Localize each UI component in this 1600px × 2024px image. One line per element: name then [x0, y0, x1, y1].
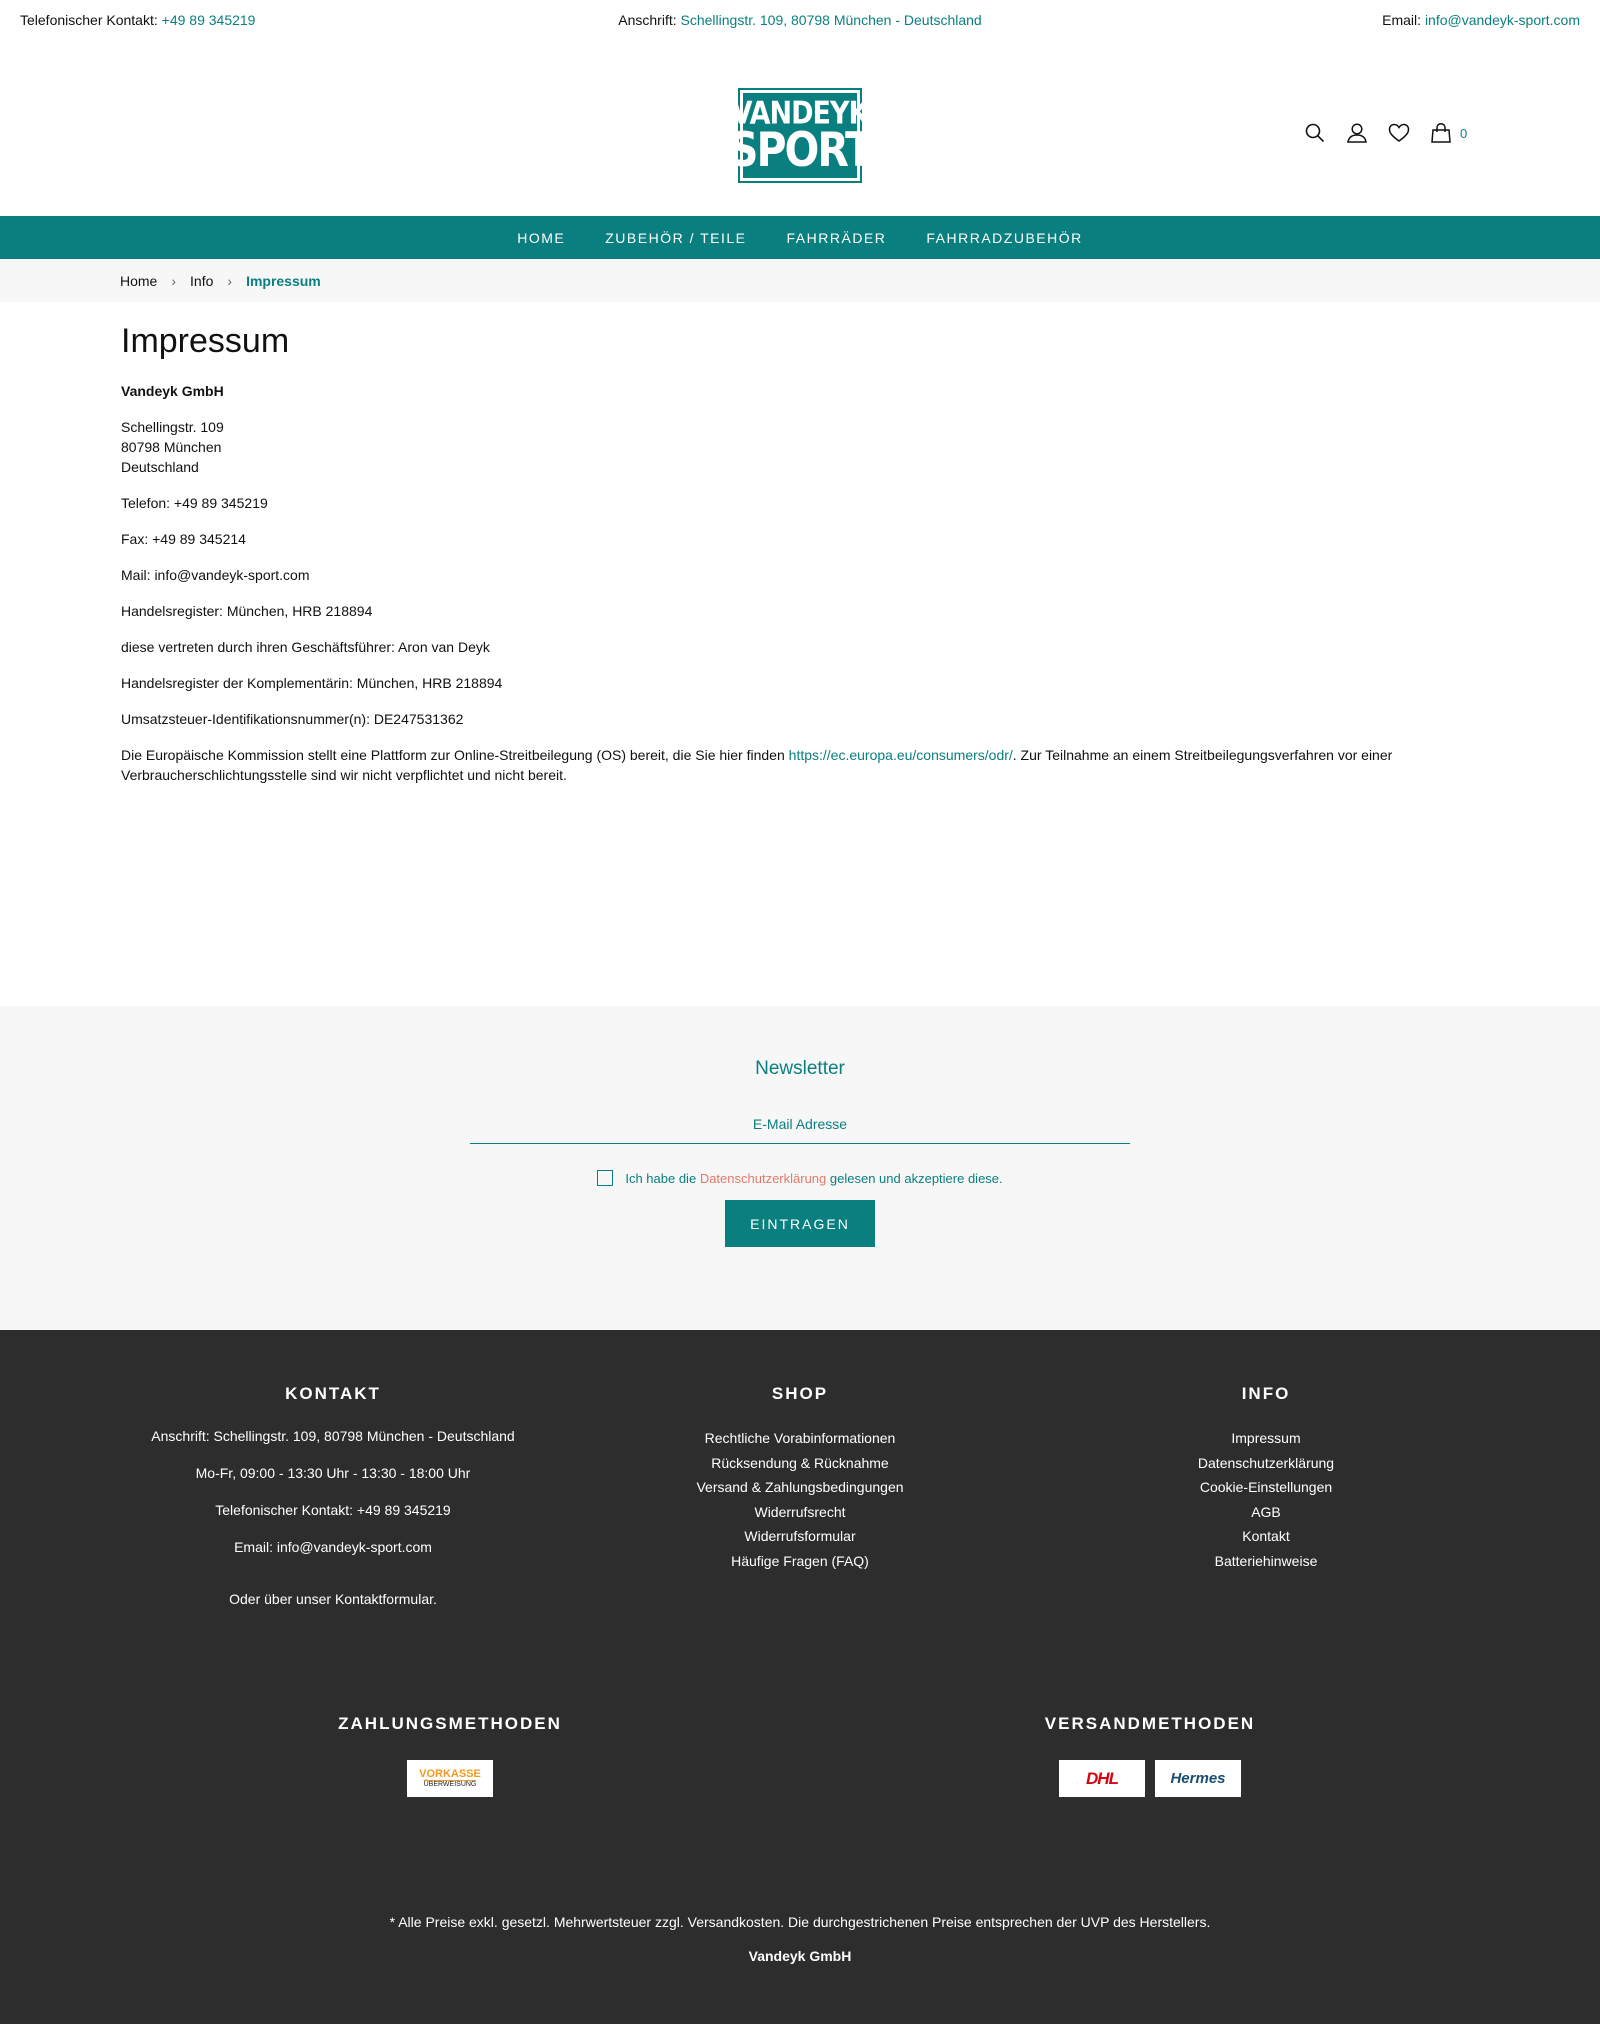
logo-line-1: VANDEYK [731, 95, 869, 132]
footer-hours: Mo-Fr, 09:00 - 13:30 Uhr - 13:30 - 18:00 Uhr [195, 1465, 471, 1481]
footer-kontakt [133, 1384, 533, 1626]
nav-item-fahrraeder[interactable]: FAHRRÄDER [786, 229, 887, 246]
breadcrumb-info[interactable]: Info [190, 272, 214, 289]
footer-email[interactable]: Email: info@vandeyk-sport.com [234, 1539, 432, 1555]
imprint-mail: Mail: info@vandeyk-sport.com [121, 567, 310, 583]
newsletter-consent [0, 1170, 1600, 1186]
site-footer [0, 1330, 1600, 2024]
cart-count[interactable]: 0 [1460, 125, 1468, 141]
breadcrumb-home[interactable]: Home [120, 272, 158, 289]
footer-shop [600, 1384, 1000, 1573]
footer-link-faq[interactable]: Häufige Fragen (FAQ) [731, 1552, 869, 1569]
brand-logo[interactable] [728, 90, 872, 181]
search-icon[interactable] [1304, 122, 1326, 144]
chevron-right-icon: › [227, 272, 233, 289]
topbar-email-label: Email: [1382, 12, 1422, 28]
footer-link-batteriehinweise[interactable]: Batteriehinweise [1214, 1552, 1318, 1569]
main-content [121, 302, 1421, 801]
topbar-phone-label: Telefonischer Kontakt: [20, 12, 158, 28]
footer-link-ruecksendung[interactable]: Rücksendung & Rücknahme [711, 1454, 889, 1471]
page-title: Impressum [121, 322, 290, 360]
price-disclaimer: * Alle Preise exkl. gesetzl. Mehrwertsteuer zzgl. Versandkosten. Die durchgestrichenen Preise entsprechen der UVP des Herstellers. [389, 1914, 1211, 1930]
footer-link-cookies[interactable]: Cookie-Einstellungen [1199, 1479, 1333, 1495]
site-header [0, 40, 1600, 216]
legal-notice [0, 1914, 1600, 1964]
topbar-address-link[interactable]: Schellingstr. 109, 80798 München - Deutschland [680, 12, 982, 28]
footer-address: Anschrift: Schellingstr. 109, 80798 München - Deutschland [151, 1428, 515, 1444]
topbar-email-link[interactable]: info@vandeyk-sport.com [1424, 12, 1580, 28]
imprint-ceo: diese vertreten durch ihren Geschäftsführer: Aron van Deyk [121, 639, 490, 655]
nav-item-fahrradzubehoer[interactable]: FAHRRADZUBEHÖR [926, 229, 1083, 246]
shipping-methods-title: VERSANDMETHODEN [1044, 1714, 1256, 1733]
dhl-logo [1059, 1760, 1145, 1797]
odr-text-before: Die Europäische Kommission stellt eine Plattform zur Online-Streitbeilegung (OS) bereit, die Sie hier finden [121, 747, 789, 763]
imprint-phone: Telefon: +49 89 345219 [121, 495, 268, 511]
payment-methods [250, 1714, 650, 1797]
topbar-email [1382, 12, 1580, 28]
ueberweisung-label: ÜBERWEISUNG [423, 1780, 477, 1788]
imprint-fax: Fax: +49 89 345214 [121, 531, 246, 547]
payment-methods-title: ZAHLUNGSMETHODEN [338, 1714, 562, 1733]
nav-item-zubehoer-teile[interactable]: ZUBEHÖR / TEILE [605, 229, 747, 246]
main-navigation [0, 216, 1600, 259]
odr-link[interactable]: https://ec.europa.eu/consumers/odr/ [788, 747, 1013, 763]
newsletter-section [0, 1006, 1600, 1330]
footer-link-widerrufsrecht[interactable]: Widerrufsrecht [754, 1503, 846, 1520]
address-street: Schellingstr. 109 [121, 419, 224, 435]
newsletter-title: Newsletter [755, 1058, 845, 1079]
imprint-vat: Umsatzsteuer-Identifikationsnummer(n): DE247531362 [121, 711, 464, 727]
hermes-logo [1155, 1760, 1241, 1797]
chevron-right-icon: › [171, 272, 177, 289]
footer-phone[interactable]: Telefonischer Kontakt: +49 89 345219 [215, 1502, 451, 1518]
odr-text-after: . Zur Teilnahme an einem Streitbeilegungsverfahren vor einer Verbraucherschlichtungsstelle sind wir nicht verpflichtet und nicht bereit. [121, 747, 1393, 783]
top-info-bar [0, 0, 1600, 40]
breadcrumb-current: Impressum [246, 272, 321, 289]
newsletter-submit-button[interactable]: EINTRAGEN [725, 1200, 875, 1247]
address-city: 80798 München [121, 439, 222, 455]
address-country: Deutschland [121, 459, 199, 475]
dhl-label: DHL [1086, 1768, 1118, 1788]
footer-link-agb[interactable]: AGB [1251, 1503, 1281, 1520]
footer-shop-title: SHOP [771, 1384, 829, 1403]
imprint-text [121, 381, 1421, 785]
consent-text-before: Ich habe die [625, 1170, 697, 1186]
breadcrumb [0, 259, 1600, 302]
footer-link-vorabinformationen[interactable]: Rechtliche Vorabinformationen [704, 1430, 896, 1446]
hermes-label: Hermes [1170, 1770, 1226, 1787]
shopping-bag-icon[interactable] [1430, 122, 1452, 144]
footer-company-name: Vandeyk GmbH [748, 1948, 852, 1964]
topbar-address-label: Anschrift: [618, 12, 677, 28]
topbar-phone [20, 12, 255, 28]
topbar-phone-link[interactable]: +49 89 345219 [161, 12, 256, 28]
company-address [121, 417, 1421, 477]
footer-link-versand[interactable]: Versand & Zahlungsbedingungen [696, 1479, 904, 1495]
imprint-register-partner: Handelsregister der Komplementärin: München, HRB 218894 [121, 675, 503, 691]
vorkasse-label: VORKASSE [419, 1767, 481, 1780]
footer-link-impressum[interactable]: Impressum [1231, 1430, 1301, 1446]
consent-text-after: gelesen und akzeptiere diese. [829, 1170, 1003, 1186]
footer-contact-form-link[interactable]: Oder über unser Kontaktformular. [229, 1591, 437, 1607]
company-name: Vandeyk GmbH [121, 383, 224, 399]
imprint-odr [121, 745, 1421, 785]
vorkasse-logo [407, 1760, 493, 1797]
user-account-icon[interactable] [1346, 122, 1368, 144]
footer-info-title: INFO [1241, 1384, 1291, 1403]
footer-kontakt-title: KONTAKT [285, 1384, 381, 1403]
imprint-register: Handelsregister: München, HRB 218894 [121, 603, 373, 619]
nav-item-home[interactable]: HOME [517, 229, 566, 246]
footer-link-datenschutz[interactable]: Datenschutzerklärung [1197, 1454, 1335, 1471]
footer-info [1066, 1384, 1466, 1573]
footer-link-widerrufsformular[interactable]: Widerrufsformular [744, 1528, 856, 1544]
newsletter-email-input[interactable] [470, 1104, 1130, 1144]
logo-line-2: SPORT [728, 122, 872, 178]
footer-link-kontakt[interactable]: Kontakt [1242, 1528, 1290, 1544]
shipping-methods [950, 1714, 1350, 1797]
privacy-policy-link[interactable]: Datenschutzerklärung [699, 1170, 827, 1186]
header-actions [1304, 122, 1467, 144]
wishlist-heart-icon[interactable] [1388, 122, 1410, 144]
consent-checkbox[interactable] [597, 1170, 613, 1186]
